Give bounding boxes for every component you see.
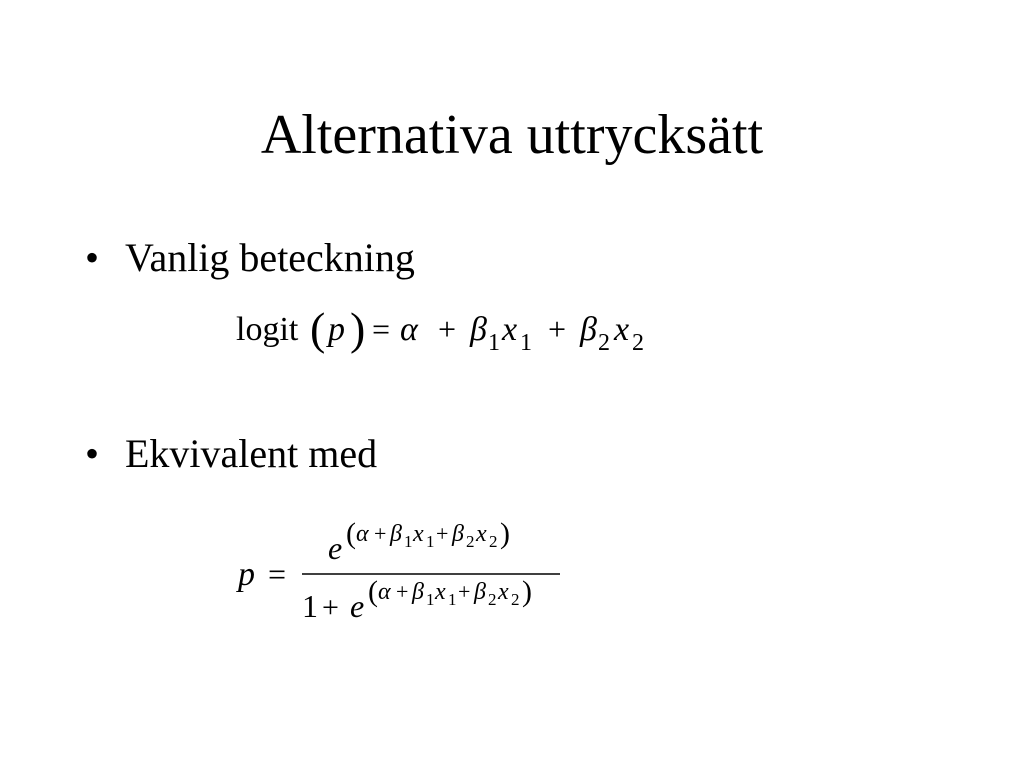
x-subscript: 1 (426, 532, 435, 551)
alpha-symbol: α (400, 311, 418, 348)
plus-sign: + (322, 591, 339, 624)
x-subscript: 2 (632, 330, 644, 356)
x-subscript: 2 (511, 590, 520, 609)
p-variable: p (328, 311, 345, 348)
beta-symbol: β (452, 521, 464, 547)
e-base: e (350, 588, 365, 624)
plus-sign: + (548, 311, 567, 347)
beta-symbol: β (390, 521, 402, 547)
x-subscript: 1 (520, 330, 532, 356)
e-base: e (328, 530, 343, 566)
x-variable: x (614, 311, 630, 348)
beta-subscript: 2 (488, 590, 497, 609)
right-paren: ) (350, 303, 366, 354)
alpha-symbol: α (378, 579, 391, 605)
slide-title: Alternativa uttrycksätt (260, 104, 764, 166)
x-variable: x (476, 521, 487, 547)
beta-symbol: β (470, 311, 487, 348)
left-paren: ( (310, 303, 326, 354)
alpha-symbol: α (356, 521, 369, 547)
bullet-marker: • (85, 235, 100, 280)
equals-sign: = (268, 556, 287, 592)
probability-formula (230, 505, 590, 635)
bullet-item (85, 430, 377, 478)
beta-subscript: 2 (598, 330, 610, 356)
x-subscript: 2 (489, 532, 498, 551)
bullet-item (85, 234, 415, 282)
x-variable: x (498, 579, 509, 605)
right-paren: ) (500, 517, 510, 550)
plus-sign: + (458, 579, 471, 604)
plus-sign: + (396, 579, 409, 604)
beta-subscript: 1 (488, 330, 500, 356)
x-variable: x (502, 311, 518, 348)
x-variable: x (413, 521, 424, 547)
x-subscript: 1 (448, 590, 457, 609)
one-constant: 1 (302, 588, 318, 624)
beta-symbol: β (412, 579, 424, 605)
beta-subscript: 2 (466, 532, 475, 551)
p-variable: p (238, 556, 255, 593)
plus-sign: + (438, 311, 457, 347)
beta-subscript: 1 (404, 532, 413, 551)
logit-formula (230, 300, 670, 370)
x-variable: x (435, 579, 446, 605)
bullet-text: Ekvivalent med (125, 431, 378, 476)
beta-symbol: β (580, 311, 597, 348)
right-paren: ) (522, 575, 532, 608)
beta-subscript: 1 (426, 590, 435, 609)
bullet-text: Vanlig beteckning (125, 235, 415, 280)
logit-func: logit (236, 311, 299, 348)
equals-sign: = (372, 311, 391, 347)
beta-symbol: β (474, 579, 486, 605)
left-paren: ( (346, 517, 356, 550)
plus-sign: + (374, 521, 387, 546)
plus-sign: + (436, 521, 449, 546)
bullet-marker: • (85, 431, 100, 476)
left-paren: ( (368, 575, 378, 608)
